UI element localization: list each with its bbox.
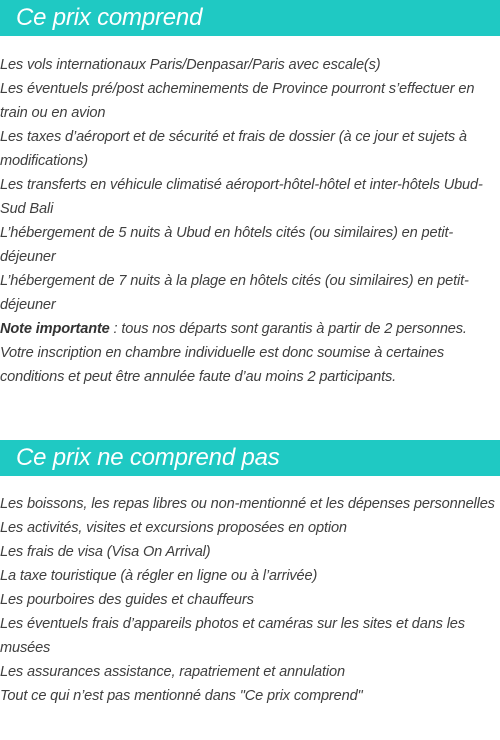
excludes-item: Les boissons, les repas libres ou non-mentionné et les dépenses personnelles: [0, 496, 495, 512]
excludes-item: La taxe touristique (à régler en ligne ou à l’arrivée): [0, 568, 318, 584]
excludes-section-header: [0, 440, 500, 476]
includes-item: Les taxes d’aéroport et de sécurité et frais de dossier (à ce jour et sujets à modifications): [0, 129, 467, 169]
important-note-label: Note importante: [0, 321, 110, 337]
includes-section-header: [0, 0, 500, 36]
excludes-item: Les assurances assistance, rapatriement et annulation: [0, 664, 345, 680]
includes-item: Les vols internationaux Paris/Denpasar/Paris avec escale(s): [0, 57, 381, 73]
important-note-text: : tous nos départs sont garantis à partir de 2 personnes. Votre inscription en chambre individuelle est donc soumise à certaines conditions et peut être annulée faute d’au moins 2 participants.: [0, 321, 467, 385]
includes-list: [0, 53, 500, 317]
excludes-item: Les activités, visites et excursions proposées en option: [0, 520, 347, 536]
excludes-item: Les pourboires des guides et chauffeurs: [0, 592, 254, 608]
excludes-item: Les éventuels frais d’appareils photos et caméras sur les sites et dans les musées: [0, 616, 465, 656]
includes-item: Les transferts en véhicule climatisé aéroport-hôtel-hôtel et inter-hôtels Ubud-Sud Bali: [0, 177, 483, 217]
excludes-item: Tout ce qui n’est pas mentionné dans "Ce prix comprend": [0, 688, 363, 704]
includes-title: Ce prix comprend: [16, 4, 203, 31]
includes-item: L’hébergement de 7 nuits à la plage en hôtels cités (ou similaires) en petit-déjeuner: [0, 273, 469, 313]
includes-item: L’hébergement de 5 nuits à Ubud en hôtels cités (ou similaires) en petit-déjeuner: [0, 225, 454, 265]
important-note: [0, 317, 500, 389]
important-note-paragraph: [0, 317, 500, 389]
excludes-title: Ce prix ne comprend pas: [16, 444, 280, 471]
excludes-item: Les frais de visa (Visa On Arrival): [0, 544, 211, 560]
includes-item: Les éventuels pré/post acheminements de Province pourront s’effectuer en train ou en avion: [0, 81, 475, 121]
excludes-list: [0, 492, 500, 708]
